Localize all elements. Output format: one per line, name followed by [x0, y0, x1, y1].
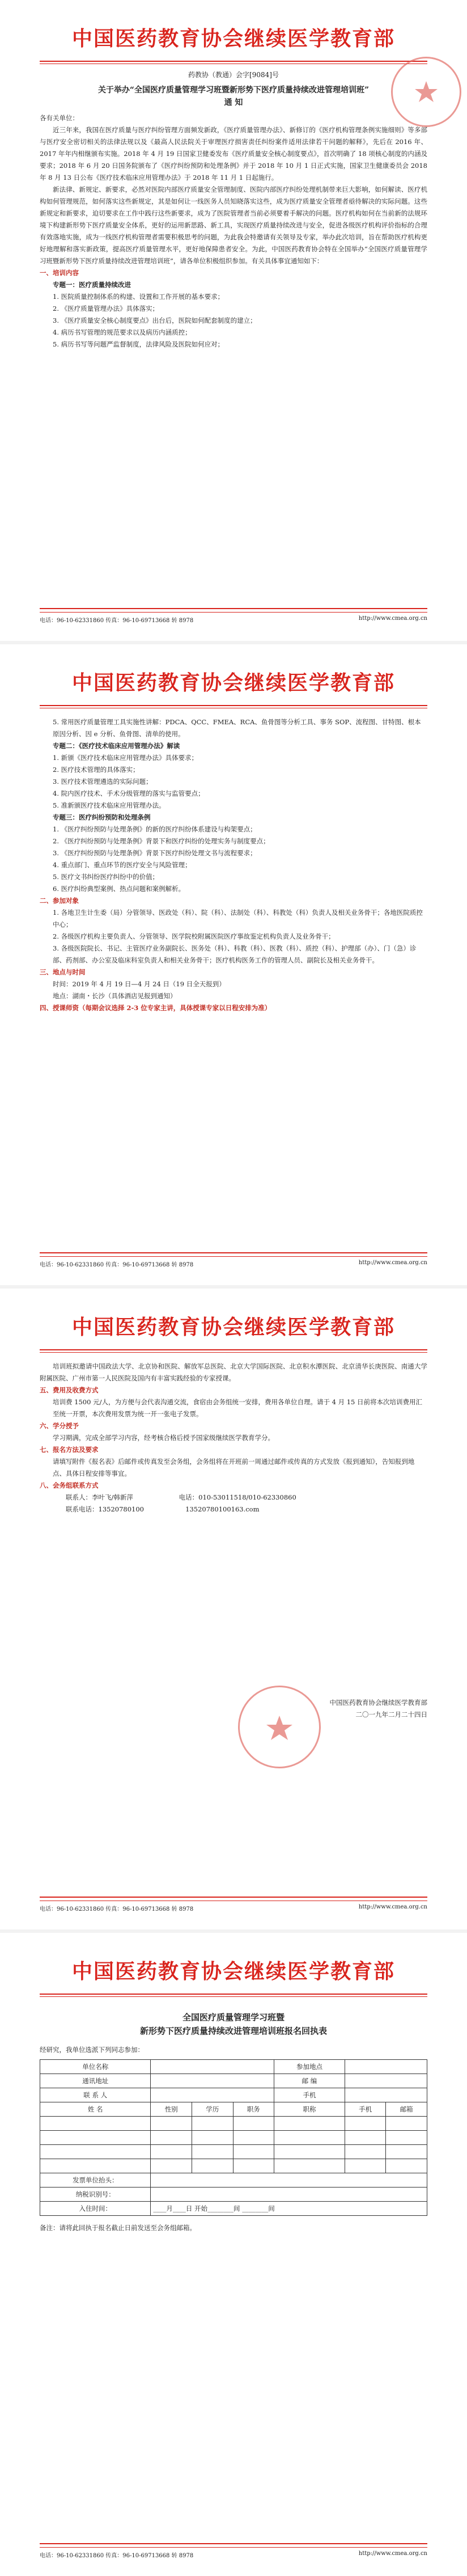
- zip-field[interactable]: [345, 2074, 427, 2088]
- invoice-no-field[interactable]: [151, 2188, 427, 2202]
- org-header: 中国医药教育协会继续医学教育部: [71, 1960, 395, 1983]
- footer-contact: 电话：96-10-62331860 传真：96-10-69713668 转 8978: [40, 618, 194, 624]
- section-heading: 六、学分授予: [40, 1422, 79, 1430]
- page-3: [0, 1289, 467, 1929]
- invoice-field[interactable]: [151, 2173, 427, 2188]
- footer: [40, 1256, 427, 1268]
- org-header: 中国医药教育协会继续医学教育部: [71, 671, 395, 695]
- topic-heading: 专题二：《医疗技术临床应用管理办法》解读: [53, 742, 180, 750]
- mobile-field[interactable]: [345, 2088, 427, 2102]
- join-label: 参加地点: [274, 2060, 345, 2074]
- red-seal-stamp: [391, 57, 461, 127]
- document-number: 药教协（教通）会字[9084]号: [188, 71, 279, 79]
- arrival-label: 入住时间：: [40, 2202, 151, 2216]
- header-rule: [40, 1349, 427, 1350]
- contact-phone: 13520780100: [98, 1505, 144, 1513]
- list-item: 3. 各级医院院长、书记、主管医疗业务副院长、医务处（科）、科教（科）、医教（科）、质控（科）、护理部（办）、门（急）诊部、药剂部、办公室及临床科室负责人和相关业务骨干；医疗机构医务工作的管理人员、副院长及相关业务骨干。: [53, 944, 417, 964]
- header-rule-thin: [40, 1996, 427, 1997]
- list-item: 3. 《医疗纠纷预防与处理条例》背景下医疗纠纷处理文书与流程要求；: [53, 849, 257, 857]
- invoice-no-label: 纳税识别号：: [40, 2188, 151, 2202]
- unit-label: 单位名称: [40, 2060, 151, 2074]
- table-row[interactable]: [40, 2159, 427, 2173]
- list-item: 1. 各地卫生计生委（局）分管领导、医政处（科）、院（科）、法制处（科）、科教处（科）负责人及相关业务骨干；各地医院质控中心；: [53, 909, 423, 928]
- form-subtitle: 新形势下医疗质量持续改进管理培训班报名回执表: [139, 2026, 327, 2036]
- contact-block: [66, 1492, 427, 1515]
- contact-person-label: 联系人：: [66, 1493, 92, 1501]
- col-email: 邮箱: [386, 2102, 427, 2117]
- col-gender: 性别: [151, 2102, 192, 2117]
- page-2: [0, 644, 467, 1285]
- section-heading: 四、授课师资（每期会议选择 2-3 位专家主讲，具体授课专家以日程安排为准）: [40, 1004, 271, 1012]
- col-name: 姓 名: [40, 2102, 151, 2117]
- form-intro: 经研究，我单位选派下列同志参加：: [40, 2046, 144, 2054]
- section-heading: 二、参加对象: [40, 897, 79, 905]
- page3-sections: [40, 1361, 427, 1492]
- header-rule: [40, 705, 427, 706]
- page-4: [0, 1933, 467, 2576]
- address-label: 通讯地址: [40, 2074, 151, 2088]
- list-item: 培训费 1500 元/人，为方便与会代表沟通交流，食宿由会务组统一安排，费用各单位自理。请于 4 月 15 日前将本次培训费用汇至统一开票，本次费用发票为统一开一张电子发票。: [53, 1398, 423, 1418]
- header-rule-thin: [40, 1352, 427, 1353]
- list-item: 5. 医疗文书纠纷医疗纠纷中的价值；: [53, 873, 159, 881]
- notice-subtitle: 通 知: [224, 98, 243, 107]
- contact-tel-label: 电话：: [179, 1493, 199, 1501]
- list-item: 2. 《医疗纠纷预防与处理条例》背景下和医疗纠纷的处理实务与制度要点；: [53, 837, 270, 845]
- org-header: 中国医药教育协会继续医学教育部: [71, 1315, 395, 1339]
- join-field[interactable]: [345, 2060, 427, 2074]
- footer-website[interactable]: http://www.cmea.org.cn: [358, 615, 427, 622]
- footer-rule: [40, 1897, 427, 1898]
- arrival-field[interactable]: ____月____日 开始________间 ________间: [151, 2202, 427, 2216]
- footer-website[interactable]: http://www.cmea.org.cn: [358, 1904, 427, 1910]
- topic-heading: 专题三：医疗纠纷预防和处理条例: [53, 813, 151, 821]
- invoice-label: 发票单位抬头：: [40, 2173, 151, 2188]
- list-item: 学习期满，完成全部学习内容，经考核合格后授予国家级继续医学教育学分。: [53, 1434, 274, 1442]
- col-education: 学历: [192, 2102, 233, 2117]
- intro-paragraph: 新法律、新规定、新要求，必然对医院内部医疗质量安全管理制度、医院内部医疗纠纷处理机制带来巨大影响，如何解读、医疗机构如何管理规范，如何落实这些新规定，其是如何让一线医务人员知晓落实这些，成为医疗质量安全管理者亟待解决的实际问题。这些新规定和新要求，迫切要求在工作中践行这些新要求，成为了医院管理者当前必须要着手解决的问题。医疗机构如何在当前新的法规环境下构建新形势下医疗质量安全体系，更好的运用新思路、新工具，实现医疗质量持续改进与安全，促进各级医疗机构评价指标的合理有效落地实施，成为一线医疗机构管理者需要积极思考的问题，为此我会特邀请有关领导及专家，举办此次培训，旨在帮助医疗机构更好地理解和落实新政策，提高医疗质量管理水平，更好地保障患者安全。为此，中国医药教育协会特在全国举办“全国医疗质量管理学习班暨新形势下医疗质量持续改进管理培训班”，请各单位积极组织参加。有关具体事宜通知如下：: [40, 185, 427, 265]
- footer-contact: 电话：96-10-62331860 传真：96-10-69713668 转 8978: [40, 1262, 194, 1268]
- footer-website[interactable]: http://www.cmea.org.cn: [358, 2550, 427, 2557]
- footer-rule: [40, 1252, 427, 1253]
- list-item: 5. 常用医疗质量管理工具实施性讲解：PDCA、QCC、FMEA、RCA、鱼骨图等分析工具、事务 SOP、流程图、甘特图、根本原因分析、因 e 分析、鱼骨图、清单的使用。: [53, 718, 421, 738]
- intro-paragraph: 近三年来，我国在医疗质量与医疗纠纷管理方面频发新政，《医疗质量管理办法》、新修订的《医疗机构管理条例实施细则》等多部与医疗安全密切相关的法律法规以及《最高人民法院关于审理医疗损害责任纠纷案件适用法律若干问题的解释》，先后在 2016 年、2017 年年内相继颁布实施。2018 年 4 月 19 日国家卫健委发布《医疗质量安全核心制度要点》，首次明确了 18 项核心制度的内涵及要求；2018 年 6 月 20 日国务院颁布了《医疗纠纷预防和处理条例》并于 2018 年 10 月 1 日正式实施，国家卫生健康委员会 2018 年 8 月 13 日公布《医疗技术临床应用管理办法》于 2018 年 11 月 1 日起施行。: [40, 126, 427, 181]
- footer-website[interactable]: http://www.cmea.org.cn: [358, 1260, 427, 1266]
- list-item: 6. 医疗纠纷典型案例、热点问题和案例解析。: [53, 885, 185, 893]
- list-item: 3. 医疗技术管理遴选的实际问题；: [53, 778, 152, 786]
- footer: [40, 612, 427, 624]
- contact-person: 李叶飞/韩新萍: [92, 1493, 133, 1501]
- list-item: 5. 准新颁医疗技术临床应用管理办法。: [53, 801, 165, 809]
- registration-form-table: [40, 2059, 427, 2216]
- footer-rule: [40, 608, 427, 609]
- contact-label: 联 系 人: [40, 2088, 151, 2102]
- list-item: 2. 医疗技术管理的具体落实；: [53, 766, 139, 774]
- list-item: 4. 重点部门、重点环节的医疗安全与风险管理；: [53, 861, 192, 869]
- unit-field[interactable]: [151, 2060, 274, 2074]
- page1-sections: [40, 267, 427, 350]
- col-mobile: 手机: [345, 2102, 386, 2117]
- list-item: 2. 各级医疗机构主要负责人、分管领导、医学院校附属医院医疗事故鉴定机构负责人及业务骨干；: [53, 932, 335, 940]
- salutation: 各有关单位：: [40, 114, 79, 122]
- signature-org: 中国医药教育协会继续医学教育部: [329, 1699, 427, 1707]
- header-rule: [40, 1994, 427, 1995]
- list-item: 4. 病历书写管理的规范要求以及病历内涵质控；: [53, 328, 192, 336]
- table-row[interactable]: [40, 2131, 427, 2145]
- list-item: 5. 病历书写等问题严监督制度，法律风险及医院如何应对；: [53, 340, 224, 348]
- page2-sections: [40, 716, 427, 1014]
- signature-block: [330, 1697, 428, 1721]
- red-seal-stamp: [238, 1686, 321, 1768]
- footer: [40, 1901, 427, 1912]
- footer-rule: [40, 2543, 427, 2544]
- contact-phone-2: 13520780100163.com: [185, 1505, 260, 1513]
- footer-contact: 电话：96-10-62331860 传真：96-10-69713668 转 8978: [40, 2553, 194, 2559]
- table-row[interactable]: [40, 2117, 427, 2131]
- form-title: 全国医疗质量管理学习班暨: [182, 2012, 285, 2022]
- signature-date: 二〇一九年二月二十四日: [355, 1711, 427, 1718]
- table-row[interactable]: [40, 2145, 427, 2159]
- list-item: 1. 新颁《医疗技术临床应用管理办法》具体要求；: [53, 754, 198, 762]
- section-heading: 七、报名方法及要求: [40, 1446, 99, 1454]
- notice-title: 关于举办“全国医疗质量管理学习班暨新形势下医疗质量持续改进管理培训班”: [97, 86, 370, 95]
- form-footnote: 备注：请将此回执于报名截止日前发送至会务组邮箱。: [40, 2224, 196, 2232]
- mobile-label: 手机: [274, 2088, 345, 2102]
- list-item: 培训班拟邀请中国政法大学、北京协和医院、解放军总医院、北京大学国际医院、北京积水潭医院、北京清华长庚医院、南通大学附属医院、广州市第一人民医院及国内有丰富实践经验的专家授课。: [40, 1362, 427, 1382]
- contact-field[interactable]: [151, 2088, 274, 2102]
- contact-phone-label: 联系电话：: [66, 1505, 99, 1513]
- page-1: [0, 0, 467, 641]
- col-position: 职务: [233, 2102, 274, 2117]
- list-item: 1. 《医疗纠纷预防与处理条例》的新的医疗纠纷体系建设与构架要点；: [53, 825, 257, 833]
- address-field[interactable]: [151, 2074, 274, 2088]
- footer-contact: 电话：96-10-62331860 传真：96-10-69713668 转 8978: [40, 1906, 194, 1912]
- footer: [40, 2547, 427, 2559]
- list-item: 时间：2019 年 4 月 19 日—4 月 24 日（19 日全天报到）: [53, 980, 226, 988]
- section-heading: 八、会务组联系方式: [40, 1481, 99, 1489]
- topic-heading: 专题一：医疗质量持续改进: [53, 281, 131, 289]
- section-heading: 一、培训内容: [40, 269, 79, 277]
- section-heading: 三、地点与时间: [40, 968, 86, 976]
- list-item: 请填写附件《报名表》后邮件或传真发至会务组，会务组将在开班前一周通过邮件或传真的方式发放《报到通知》，告知报到地点、具体日程安排等事宜。: [53, 1458, 415, 1477]
- header-rule: [40, 61, 427, 62]
- list-item: 2. 《医疗质量管理办法》具体落实；: [53, 305, 159, 313]
- list-item: 4. 院内医疗技术、手术分级管理的落实与监管要点；: [53, 789, 205, 797]
- col-title: 职称: [274, 2102, 345, 2117]
- list-item: 1. 医院质量控制体系的构建、设置和工作开展的基本要求；: [53, 293, 224, 301]
- list-item: 地点：湖南・长沙（具体酒店见报到通知）: [53, 992, 177, 1000]
- list-item: 3. 《医疗质量安全核心制度要点》出台后，医院如何配套制度的建立；: [53, 316, 257, 324]
- contact-tel: 010-53011518/010-62330860: [198, 1493, 296, 1501]
- section-heading: 五、费用及收费方式: [40, 1386, 99, 1394]
- org-header: 中国医药教育协会继续医学教育部: [71, 27, 395, 50]
- zip-label: 邮 编: [274, 2074, 345, 2088]
